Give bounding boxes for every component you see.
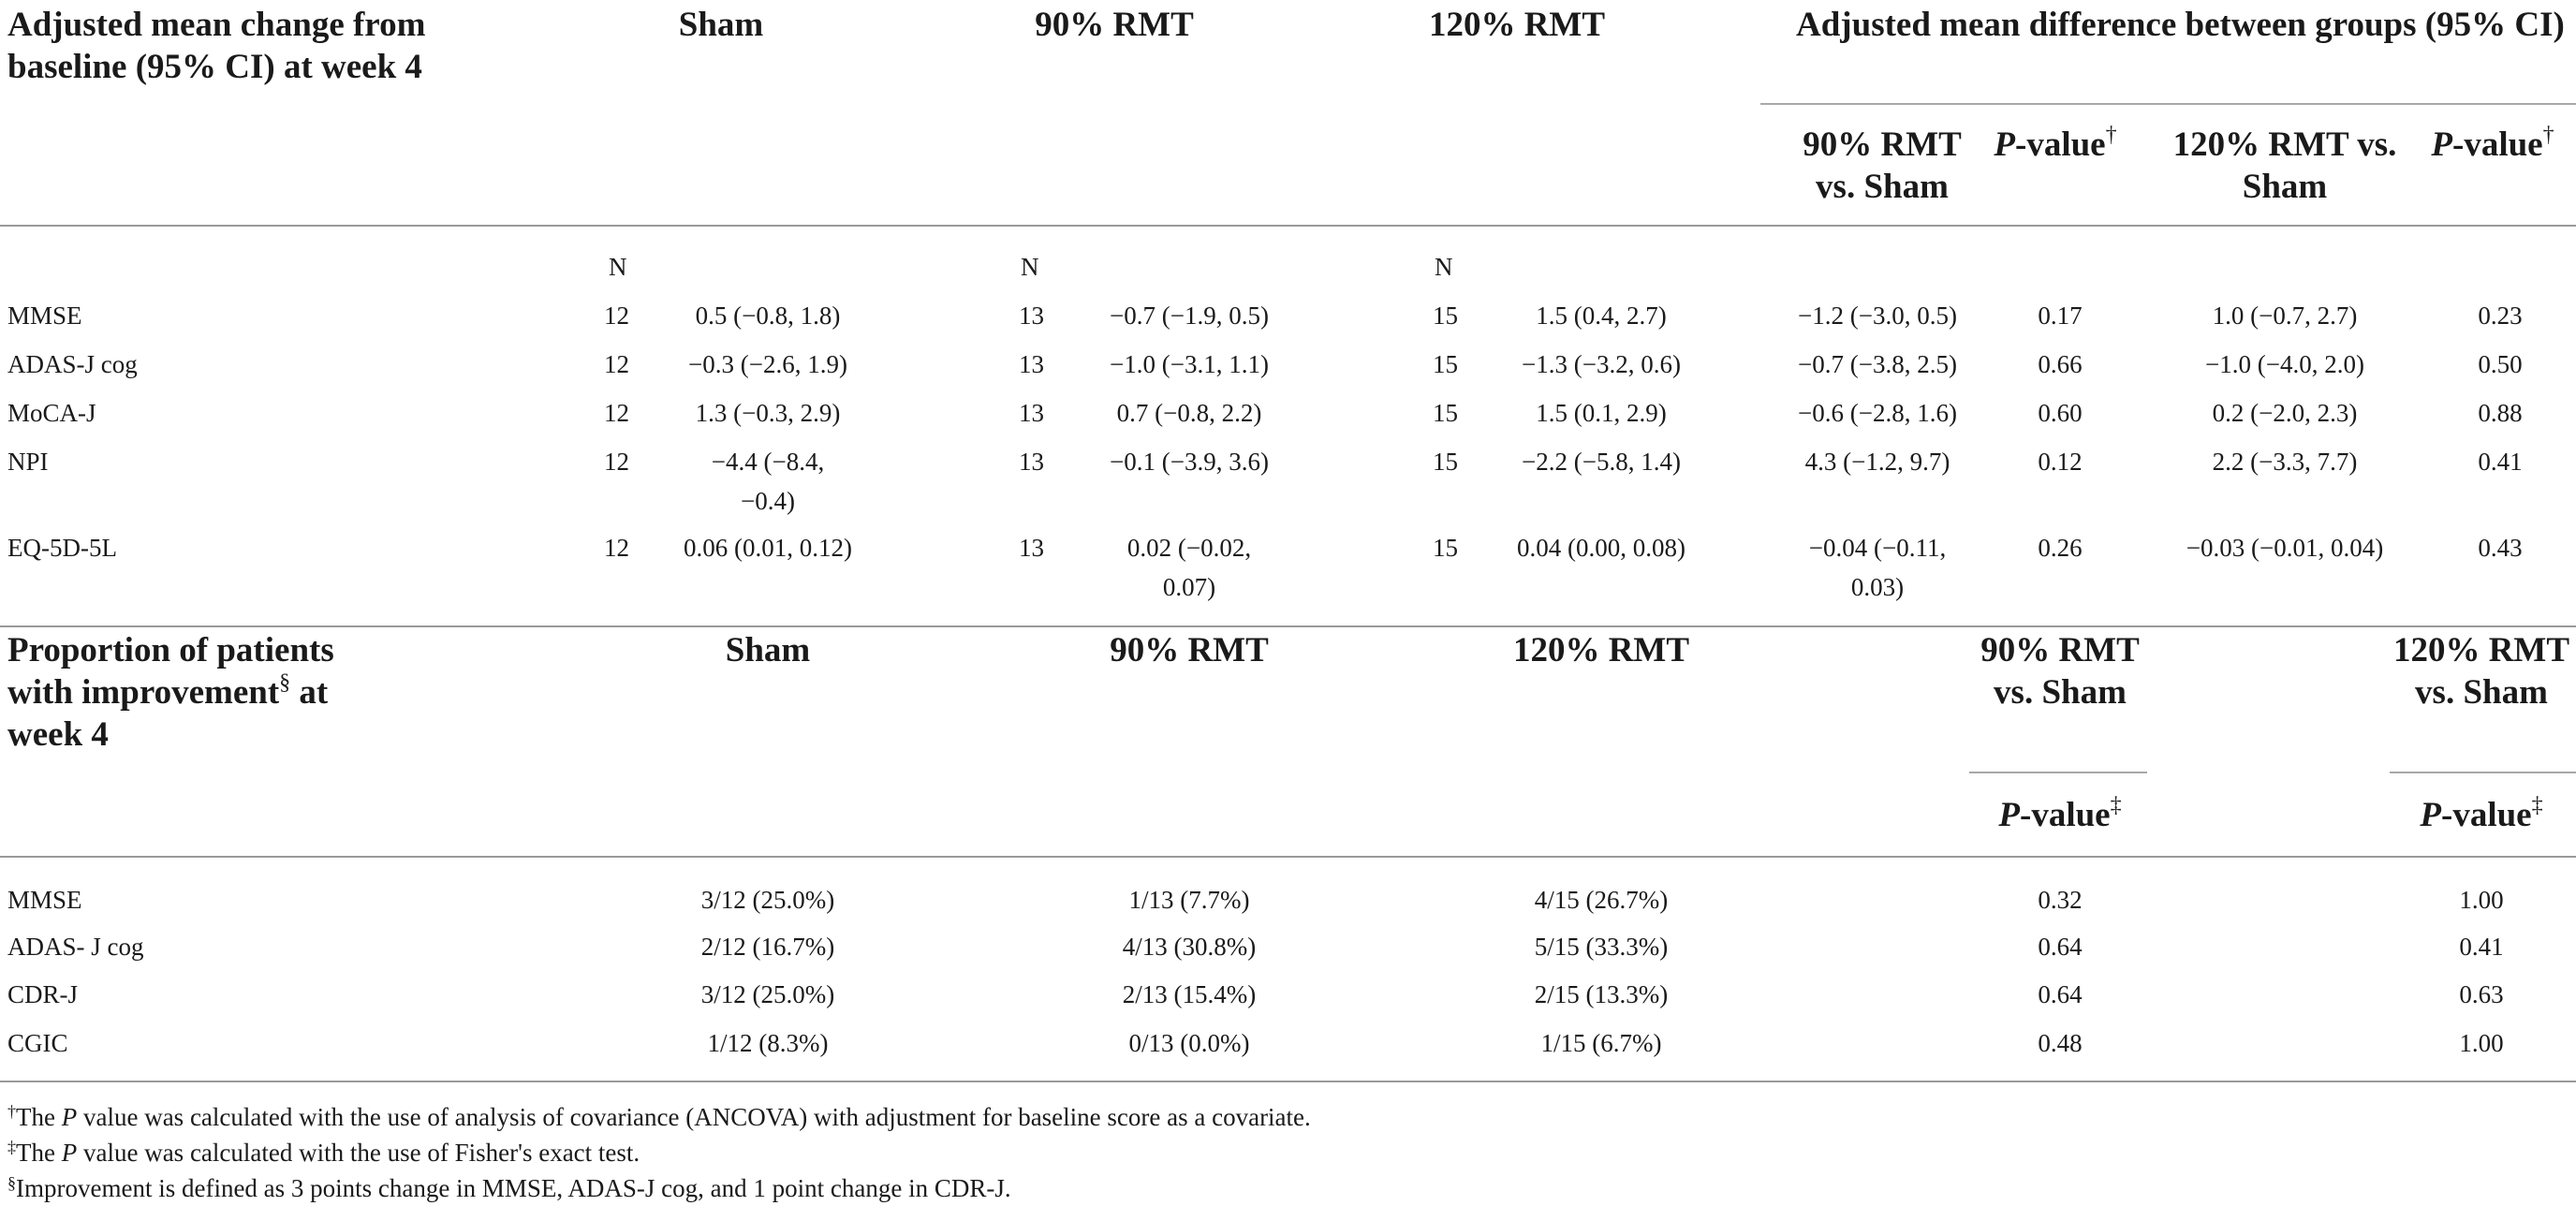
rmt120-value: 1.5 (0.1, 2.9) bbox=[1536, 399, 1667, 427]
sub-col-120-vs-sham: 120% RMT vs. Sham bbox=[2172, 125, 2397, 206]
row-label: MMSE bbox=[7, 302, 82, 330]
p90-value: 0.66 bbox=[2038, 350, 2083, 378]
rmt120-proportion: 4/15 (26.7%) bbox=[1534, 886, 1669, 914]
rmt90-proportion: 2/13 (15.4%) bbox=[1122, 980, 1257, 1008]
diff90-value: −0.04 (−0.11, 0.03) bbox=[1808, 534, 1947, 601]
n-value: 15 bbox=[1433, 302, 1458, 330]
sham-value: 0.06 (0.01, 0.12) bbox=[684, 534, 852, 562]
n-value: 13 bbox=[1019, 448, 1044, 476]
row-label: MMSE bbox=[7, 886, 82, 914]
diff-header-underline bbox=[1760, 103, 2576, 105]
sham-proportion: 1/12 (8.3%) bbox=[707, 1029, 829, 1057]
rmt120-proportion: 1/15 (6.7%) bbox=[1540, 1029, 1662, 1057]
sham-value: 0.5 (−0.8, 1.8) bbox=[695, 302, 841, 330]
n-value: 12 bbox=[604, 534, 629, 562]
bottom-col-120-vs-sham: 120% RMT vs. Sham bbox=[2392, 631, 2570, 712]
diff120-value: 2.2 (−3.3, 7.7) bbox=[2212, 448, 2358, 476]
rmt90-proportion: 1/13 (7.7%) bbox=[1128, 886, 1250, 914]
n-value: 13 bbox=[1019, 399, 1044, 427]
p120-value: 0.88 bbox=[2478, 399, 2523, 427]
sham-value: 1.3 (−0.3, 2.9) bbox=[695, 399, 841, 427]
sham-proportion: 3/12 (25.0%) bbox=[700, 980, 835, 1008]
diff120-value: 1.0 (−0.7, 2.7) bbox=[2212, 302, 2358, 330]
top-section-title: Adjusted mean change from baseline (95% CI) at week 4 bbox=[7, 6, 426, 86]
n-label-120: N bbox=[1435, 253, 1453, 281]
top-col-90rmt: 90% RMT bbox=[1035, 6, 1194, 44]
diff120-value: −0.03 (−0.01, 0.04) bbox=[2186, 534, 2384, 562]
n-value: 15 bbox=[1433, 448, 1458, 476]
p90-value: 0.26 bbox=[2038, 534, 2083, 562]
diff120-value: 0.2 (−2.0, 2.3) bbox=[2212, 399, 2358, 427]
rmt120-value: −2.2 (−5.8, 1.4) bbox=[1522, 448, 1681, 476]
footnote-double-dagger: ‡The P value was calculated with the use of Fisher's exact test. bbox=[7, 1138, 640, 1167]
row-label: NPI bbox=[7, 448, 49, 476]
n-value: 15 bbox=[1433, 350, 1458, 378]
rmt90-value: −0.1 (−3.9, 3.6) bbox=[1110, 448, 1269, 476]
diff120-value: −1.0 (−4.0, 2.0) bbox=[2205, 350, 2364, 378]
bottom-section-title: Proportion of patients with improvement§ at week 4 bbox=[7, 631, 334, 754]
p120-value: 1.00 bbox=[2459, 886, 2504, 914]
n-label-sham: N bbox=[609, 253, 627, 281]
rmt90-value: 0.7 (−0.8, 2.2) bbox=[1116, 399, 1262, 427]
p120-value: 0.23 bbox=[2478, 302, 2523, 330]
row-label: EQ-5D-5L bbox=[7, 534, 117, 562]
p120-value: 0.43 bbox=[2478, 534, 2523, 562]
section-divider-rule bbox=[0, 625, 2576, 627]
rmt120-value: 0.04 (0.00, 0.08) bbox=[1517, 534, 1685, 562]
n-value: 15 bbox=[1433, 534, 1458, 562]
diff90-value: −0.7 (−3.8, 2.5) bbox=[1798, 350, 1957, 378]
n-value: 15 bbox=[1433, 399, 1458, 427]
bottom-col-120rmt: 120% RMT bbox=[1512, 631, 1690, 669]
n-value: 12 bbox=[604, 448, 629, 476]
p120-value: 0.50 bbox=[2478, 350, 2523, 378]
bottom-col-sham: Sham bbox=[725, 631, 811, 669]
p120-value: 0.41 bbox=[2459, 933, 2504, 961]
sub-col-p-value-2: P-value† bbox=[2431, 123, 2554, 164]
row-label: CGIC bbox=[7, 1029, 68, 1057]
rmt120-value: −1.3 (−3.2, 0.6) bbox=[1522, 350, 1681, 378]
rmt90-value: 0.02 (−0.02, 0.07) bbox=[1126, 534, 1252, 601]
row-label: ADAS-J cog bbox=[7, 350, 138, 378]
top-col-120rmt: 120% RMT bbox=[1428, 6, 1606, 44]
n-value: 13 bbox=[1019, 302, 1044, 330]
rmt120-proportion: 5/15 (33.3%) bbox=[1534, 933, 1669, 961]
sham-value: −4.4 (−8.4, −0.4) bbox=[711, 448, 825, 515]
p90-value: 0.64 bbox=[2038, 980, 2083, 1008]
rmt90-proportion: 0/13 (0.0%) bbox=[1128, 1029, 1250, 1057]
p120-value: 0.63 bbox=[2459, 980, 2504, 1008]
p90-value: 0.64 bbox=[2038, 933, 2083, 961]
rmt90-value: −0.7 (−1.9, 0.5) bbox=[1110, 302, 1269, 330]
n-value: 12 bbox=[604, 350, 629, 378]
rmt120-value: 1.5 (0.4, 2.7) bbox=[1536, 302, 1667, 330]
n-label-90: N bbox=[1021, 253, 1039, 281]
footnote-section: §Improvement is defined as 3 points change in MMSE, ADAS-J cog, and 1 point change in CDR-J. bbox=[7, 1173, 1011, 1202]
p120-value: 1.00 bbox=[2459, 1029, 2504, 1057]
p90-value: 0.60 bbox=[2038, 399, 2083, 427]
rmt90-proportion: 4/13 (30.8%) bbox=[1122, 933, 1257, 961]
n-value: 12 bbox=[604, 399, 629, 427]
rmt90-value: −1.0 (−3.1, 1.1) bbox=[1110, 350, 1269, 378]
row-label: MoCA-J bbox=[7, 399, 96, 427]
sham-proportion: 3/12 (25.0%) bbox=[700, 886, 835, 914]
n-value: 13 bbox=[1019, 534, 1044, 562]
diff90-value: −0.6 (−2.8, 1.6) bbox=[1798, 399, 1957, 427]
footnote-dagger: †The P value was calculated with the use of analysis of covariance (ANCOVA) with adjustment for baseline score as a covariate. bbox=[7, 1102, 1311, 1131]
top-header-rule bbox=[0, 225, 2576, 227]
p90-value: 0.12 bbox=[2038, 448, 2083, 476]
p120-value: 0.41 bbox=[2478, 448, 2523, 476]
p90-value: 0.48 bbox=[2038, 1029, 2083, 1057]
sham-value: −0.3 (−2.6, 1.9) bbox=[688, 350, 847, 378]
n-value: 12 bbox=[604, 302, 629, 330]
bottom-header-rule bbox=[0, 856, 2576, 858]
cmp120-underline bbox=[2390, 772, 2576, 773]
cmp90-underline bbox=[1969, 772, 2147, 773]
sub-col-90-vs-sham: 90% RMT vs. Sham bbox=[1803, 125, 1962, 206]
diff90-value: 4.3 (−1.2, 9.7) bbox=[1804, 448, 1950, 476]
bottom-col-90rmt: 90% RMT bbox=[1110, 631, 1269, 669]
table-bottom-rule bbox=[0, 1081, 2576, 1082]
sub-col-p-value-1: P-value† bbox=[1994, 123, 2117, 164]
diff90-value: −1.2 (−3.0, 0.5) bbox=[1798, 302, 1957, 330]
n-value: 13 bbox=[1019, 350, 1044, 378]
sham-proportion: 2/12 (16.7%) bbox=[700, 933, 835, 961]
row-label: ADAS- J cog bbox=[7, 933, 144, 961]
p90-value: 0.17 bbox=[2038, 302, 2083, 330]
row-label: CDR-J bbox=[7, 980, 79, 1008]
top-col-diff-header: Adjusted mean difference between groups (95% CI) bbox=[1796, 6, 2565, 44]
bottom-p-value-1: P-value‡ bbox=[1998, 793, 2122, 834]
rmt120-proportion: 2/15 (13.3%) bbox=[1534, 980, 1669, 1008]
top-col-sham: Sham bbox=[678, 6, 764, 44]
bottom-p-value-2: P-value‡ bbox=[2420, 793, 2543, 834]
bottom-col-90-vs-sham: 90% RMT vs. Sham bbox=[1980, 631, 2140, 712]
p90-value: 0.32 bbox=[2038, 886, 2083, 914]
